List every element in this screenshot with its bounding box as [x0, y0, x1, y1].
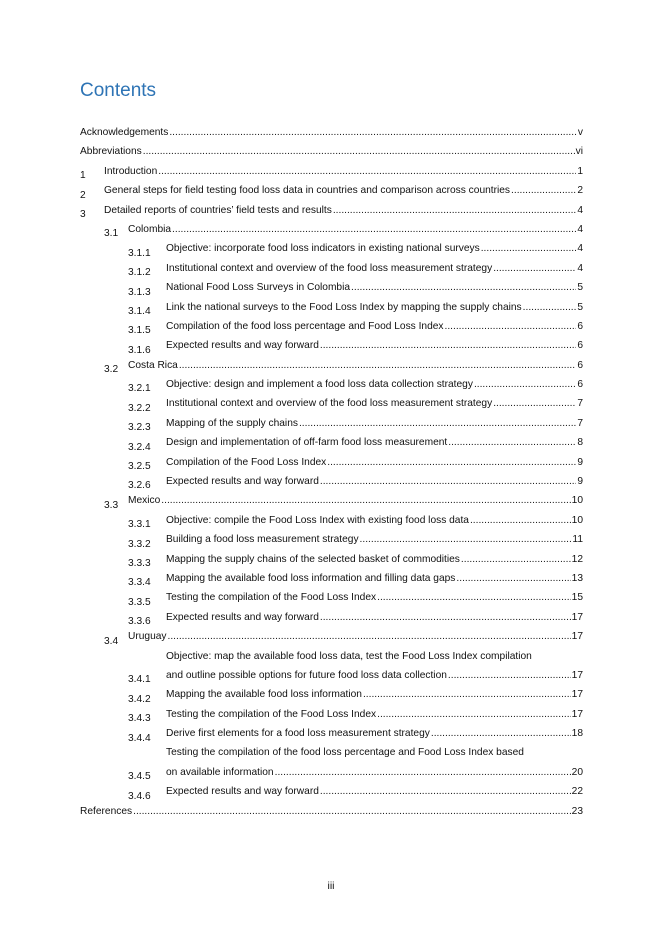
toc-entry-page: 20 — [571, 766, 583, 778]
toc-entry-page: 6 — [577, 379, 583, 391]
toc-entry-number: 3 — [80, 208, 86, 220]
dot-leader — [172, 220, 576, 239]
toc-entry-page: 9 — [577, 456, 583, 468]
dot-leader — [169, 123, 577, 142]
dot-leader — [158, 162, 576, 181]
toc-entry-page: 2 — [577, 185, 583, 197]
toc-entry-number: 3.4.6 — [128, 790, 151, 802]
toc-entry-number: 3.3.6 — [128, 616, 151, 628]
dot-leader — [363, 685, 571, 704]
toc-entry-page: 4 — [577, 243, 583, 255]
dot-leader — [448, 666, 571, 685]
toc-entry-title: Objective: map the available food loss data, test the Food Loss Index compilation — [166, 650, 532, 662]
toc-entry-page: 8 — [577, 437, 583, 449]
toc-entry[interactable] — [80, 530, 583, 549]
toc-entry-title: Introduction — [104, 165, 158, 177]
toc-entry[interactable] — [80, 705, 583, 724]
toc-entry-title: Institutional context and overview of the food loss measurement strategy — [166, 262, 493, 274]
toc-entry-number: 3.1.3 — [128, 286, 151, 298]
toc-entry-number: 3.1.4 — [128, 305, 151, 317]
table-of-contents — [80, 123, 583, 821]
toc-entry-page: 6 — [577, 359, 583, 371]
toc-entry-page: 17 — [571, 708, 583, 720]
dot-leader — [481, 239, 577, 258]
dot-leader — [470, 511, 571, 530]
toc-entry-title: Uruguay — [128, 631, 167, 643]
toc-entry-number: 3.1.5 — [128, 325, 151, 337]
toc-entry-title: Testing the compilation of the Food Loss Index — [166, 592, 377, 604]
toc-entry-page: 15 — [571, 592, 583, 604]
toc-entry[interactable] — [80, 181, 583, 200]
dot-leader — [333, 201, 577, 220]
toc-entry-title: Costa Rica — [128, 359, 178, 371]
toc-entry[interactable] — [80, 802, 583, 821]
toc-entry-title: Abbreviations — [80, 146, 142, 158]
toc-entry-number: 3.4.1 — [128, 674, 151, 686]
toc-entry-title: Objective: compile the Food Loss Index with existing food loss data — [166, 514, 469, 526]
dot-leader — [179, 356, 577, 375]
toc-entry[interactable] — [80, 375, 583, 394]
toc-entry-title: Design and implementation of off-farm food loss measurement — [166, 437, 448, 449]
toc-entry[interactable] — [80, 220, 583, 239]
toc-entry[interactable] — [80, 356, 583, 375]
dot-leader — [161, 491, 570, 510]
toc-entry-page: 5 — [577, 282, 583, 294]
dot-leader — [320, 782, 571, 801]
toc-entry-title: Objective: design and implement a food loss data collection strategy — [166, 379, 473, 391]
toc-entry-number: 3.4 — [104, 635, 119, 647]
toc-entry-title: Mapping the supply chains of the selected basket of commodities — [166, 553, 460, 565]
toc-entry-page: 17 — [571, 611, 583, 623]
toc-entry[interactable] — [80, 142, 583, 161]
toc-entry-page: v — [577, 126, 583, 138]
toc-entry-page: 7 — [577, 398, 583, 410]
toc-entry[interactable] — [80, 550, 583, 569]
dot-leader — [327, 453, 576, 472]
toc-entry-title: Mapping of the supply chains — [166, 417, 298, 429]
toc-entry-number: 3.4.5 — [128, 771, 151, 783]
toc-entry-title: Compilation of the food loss percentage and Food Loss Index — [166, 320, 444, 332]
toc-entry[interactable] — [80, 724, 583, 743]
dot-leader — [456, 569, 570, 588]
dot-leader — [320, 336, 576, 355]
toc-entry-title: Compilation of the Food Loss Index — [166, 456, 327, 468]
dot-leader — [275, 763, 571, 782]
toc-entry-title: References — [80, 805, 133, 817]
dot-leader — [143, 142, 575, 161]
toc-entry-number: 1 — [80, 170, 86, 182]
toc-entry-number: 3.1.6 — [128, 344, 151, 356]
toc-entry-number: 3.2 — [104, 364, 119, 376]
toc-entry[interactable] — [80, 608, 583, 627]
toc-entry-page: 5 — [577, 301, 583, 313]
toc-entry-number: 3.2.2 — [128, 402, 151, 414]
toc-entry[interactable] — [80, 744, 583, 783]
toc-entry-page: vi — [575, 146, 583, 158]
toc-entry-page: 7 — [577, 417, 583, 429]
toc-entry-number: 3.2.3 — [128, 422, 151, 434]
toc-entry-title: Building a food loss measurement strategy — [166, 534, 359, 546]
toc-entry-page: 10 — [571, 514, 583, 526]
dot-leader — [448, 433, 576, 452]
toc-entry-title: Link the national surveys to the Food Loss Index by mapping the supply chains — [166, 301, 522, 313]
dot-leader — [320, 608, 571, 627]
toc-entry[interactable] — [80, 278, 583, 297]
toc-entry[interactable] — [80, 569, 583, 588]
dot-leader — [377, 705, 571, 724]
toc-entry-title: Mexico — [128, 495, 161, 507]
toc-entry-page: 1 — [577, 165, 583, 177]
dot-leader — [511, 181, 576, 200]
toc-entry-page: 11 — [572, 534, 583, 546]
dot-leader — [299, 414, 576, 433]
toc-entry[interactable] — [80, 685, 583, 704]
dot-leader — [445, 317, 577, 336]
toc-entry[interactable] — [80, 239, 583, 258]
toc-entry-number: 3.4.3 — [128, 713, 151, 725]
dot-leader — [493, 394, 576, 413]
toc-entry-page: 6 — [577, 340, 583, 352]
toc-entry-title: Mapping the available food loss information and filling data gaps — [166, 572, 456, 584]
page-title: Contents — [80, 80, 157, 101]
toc-entry[interactable] — [80, 511, 583, 530]
toc-entry-title: Expected results and way forward — [166, 786, 319, 798]
toc-entry-page: 4 — [577, 262, 583, 274]
toc-entry[interactable] — [80, 201, 583, 220]
toc-entry[interactable] — [80, 162, 583, 181]
toc-entry-page: 4 — [577, 204, 583, 216]
toc-entry[interactable] — [80, 259, 583, 278]
toc-entry[interactable] — [80, 414, 583, 433]
toc-entry-title: Institutional context and overview of the food loss measurement strategy — [166, 398, 493, 410]
toc-entry-title: Derive first elements for a food loss measurement strategy — [166, 728, 430, 740]
dot-leader — [351, 278, 576, 297]
page-number: iii — [327, 880, 335, 892]
dot-leader — [474, 375, 576, 394]
toc-entry-number: 3.3.5 — [128, 596, 151, 608]
toc-entry-title: Testing the compilation of the food loss percentage and Food Loss Index based — [166, 747, 524, 759]
toc-entry-title: Expected results and way forward — [166, 611, 319, 623]
toc-entry-number: 3.3.4 — [128, 577, 151, 589]
toc-entry-title-continued: on available information — [166, 766, 274, 778]
toc-entry-title: Mapping the available food loss information — [166, 689, 362, 701]
toc-entry[interactable] — [80, 782, 583, 801]
toc-entry-number: 3.4.2 — [128, 693, 151, 705]
toc-entry[interactable] — [80, 453, 583, 472]
toc-entry-title: Expected results and way forward — [166, 340, 319, 352]
toc-entry-page: 17 — [571, 689, 583, 701]
toc-entry[interactable] — [80, 433, 583, 452]
toc-entry[interactable] — [80, 336, 583, 355]
toc-entry-page: 12 — [571, 553, 583, 565]
toc-entry-page: 18 — [571, 728, 583, 740]
toc-entry-number: 3.3.3 — [128, 557, 151, 569]
toc-entry[interactable] — [80, 298, 583, 317]
toc-entry-title: Colombia — [128, 223, 172, 235]
toc-entry-page: 17 — [571, 669, 583, 681]
toc-entry-number: 3.3.2 — [128, 538, 151, 550]
dot-leader — [493, 259, 576, 278]
toc-entry-number: 3.1.1 — [128, 247, 151, 259]
toc-entry-page: 17 — [571, 631, 583, 643]
toc-entry-number: 3.1.2 — [128, 267, 151, 279]
toc-entry-number: 3.3.1 — [128, 519, 151, 531]
dot-leader — [168, 627, 571, 646]
dot-leader — [320, 472, 576, 491]
toc-entry-title-continued: and outline possible options for future food loss data collection — [166, 669, 447, 681]
dot-leader — [133, 802, 571, 821]
toc-entry-page: 4 — [577, 223, 583, 235]
toc-entry[interactable] — [80, 123, 583, 142]
toc-entry-number: 3.3 — [104, 499, 119, 511]
toc-entry-page: 23 — [571, 805, 583, 817]
toc-entry-title: Detailed reports of countries’ field tests and results — [104, 204, 332, 216]
toc-entry-page: 6 — [577, 320, 583, 332]
toc-entry-title: Acknowledgements — [80, 126, 169, 138]
toc-entry-number: 3.2.1 — [128, 383, 151, 395]
toc-entry-number: 3.2.4 — [128, 441, 151, 453]
toc-entry[interactable] — [80, 647, 583, 686]
toc-entry-number: 3.2.5 — [128, 461, 151, 473]
dot-leader — [360, 530, 572, 549]
dot-leader — [523, 298, 577, 317]
toc-entry-page: 9 — [577, 476, 583, 488]
toc-entry-page: 22 — [571, 786, 583, 798]
toc-entry-title: National Food Loss Surveys in Colombia — [166, 282, 351, 294]
toc-entry[interactable] — [80, 588, 583, 607]
toc-entry-title: Objective: incorporate food loss indicators in existing national surveys — [166, 243, 480, 255]
toc-entry[interactable] — [80, 491, 583, 510]
toc-entry[interactable] — [80, 317, 583, 336]
toc-entry-number: 3.1 — [104, 228, 119, 240]
toc-entry[interactable] — [80, 394, 583, 413]
toc-entry-number: 3.2.6 — [128, 480, 151, 492]
toc-entry-title: General steps for field testing food loss data in countries and comparison across countries — [104, 185, 511, 197]
toc-entry-title: Expected results and way forward — [166, 476, 319, 488]
toc-entry-title: Testing the compilation of the Food Loss Index — [166, 708, 377, 720]
toc-entry-page: 10 — [571, 495, 583, 507]
toc-entry-page: 13 — [571, 572, 583, 584]
dot-leader — [377, 588, 571, 607]
toc-entry[interactable] — [80, 472, 583, 491]
toc-entry[interactable] — [80, 627, 583, 646]
dot-leader — [431, 724, 571, 743]
dot-leader — [461, 550, 571, 569]
toc-entry-number: 2 — [80, 189, 86, 201]
toc-entry-number: 3.4.4 — [128, 732, 151, 744]
